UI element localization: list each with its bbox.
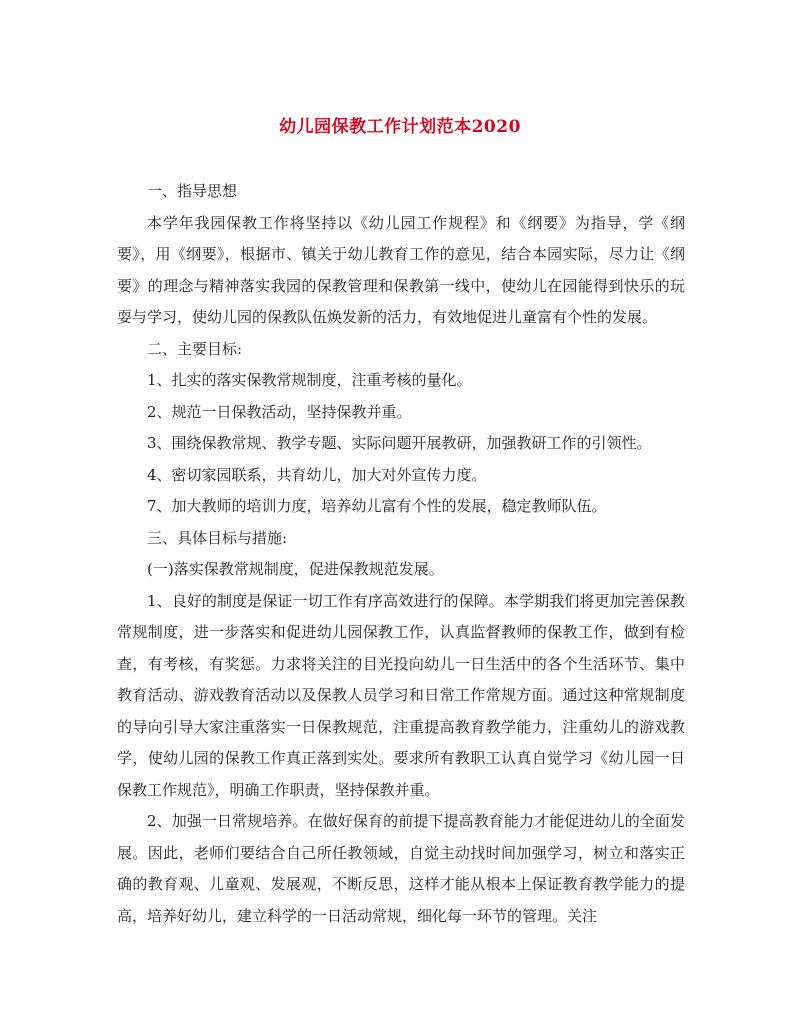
goal-item-1: 1、扎实的落实保教常规制度，注重考核的量化。 [147,371,472,389]
paragraph-system-guarantee: 1、良好的制度是保证一切工作有序高效进行的保障。本学期我们将更加完善保教常规制度，进一步落实和促进幼儿园保教工作，认真监督教师的保教工作，做到有检查，有考核，有奖惩。力求将关注的目光投向幼儿一日生活中的各个生活环节、集中教育活动、游戏教育活动以及保教人员学习和日常工作常规方面。通过这种常规制度的导向引导大家注重落实一日保教规范，注重提高教育教学能力，注重幼儿的游戏教学，使幼儿园的保教工作真正落到实处。要求所有教职工认真自觉学习《幼儿园一日保教工作规范》，明确工作职责，坚持保教并重。 [117,591,685,799]
goal-item-3: 3、围绕保教常规、教学专题、实际问题开展教研，加强教研工作的引领性。 [147,434,652,452]
section-heading-main-goals: 二、主要目标: [147,339,243,358]
subsection-heading-1: (一)落实保教常规制度，促进保教规范发展。 [147,560,444,578]
goal-item-7: 7、加大教师的培训力度，培养幼儿富有个性的发展，稳定教师队伍。 [147,497,607,515]
document-title: 幼儿园保教工作计划范本2020 [279,117,521,137]
section-heading-specific-goals: 三、具体目标与措施: [147,528,288,547]
goal-item-2: 2、规范一日保教活动，坚持保教并重。 [147,402,412,421]
paragraph-daily-routine: 2、加强一日常规培养。在做好保育的前提下提高教育能力才能促进幼儿的全面发展。因此，老师们要结合自己所任教领域，自觉主动找时间加强学习，树立和落实正确的教育观、儿童观、发展观，不断反思，这样才能从根本上保证教育教学能力的提高，培养好幼儿，建立科学的一日活动常规，细化每一环节的管理。关注 [117,812,685,925]
goal-item-4: 4、密切家园联系，共育幼儿，加大对外宣传力度。 [147,465,487,484]
paragraph-guiding-thought: 本学年我园保教工作将坚持以《幼儿园工作规程》和《纲要》为指导，学《纲要》，用《纲要》，根据市、镇关于幼儿教育工作的意见，结合本园实际，尽力让《纲要》的理念与精神落实我园的保教管理和保教第一线中，使幼儿在园能得到快乐的玩耍与学习，使幼儿园的保教队伍焕发新的活力，有效地促进儿童富有个性的发展。 [117,213,685,326]
section-heading-guiding-thought: 一、指导思想 [147,182,238,200]
document-body [117,176,685,932]
